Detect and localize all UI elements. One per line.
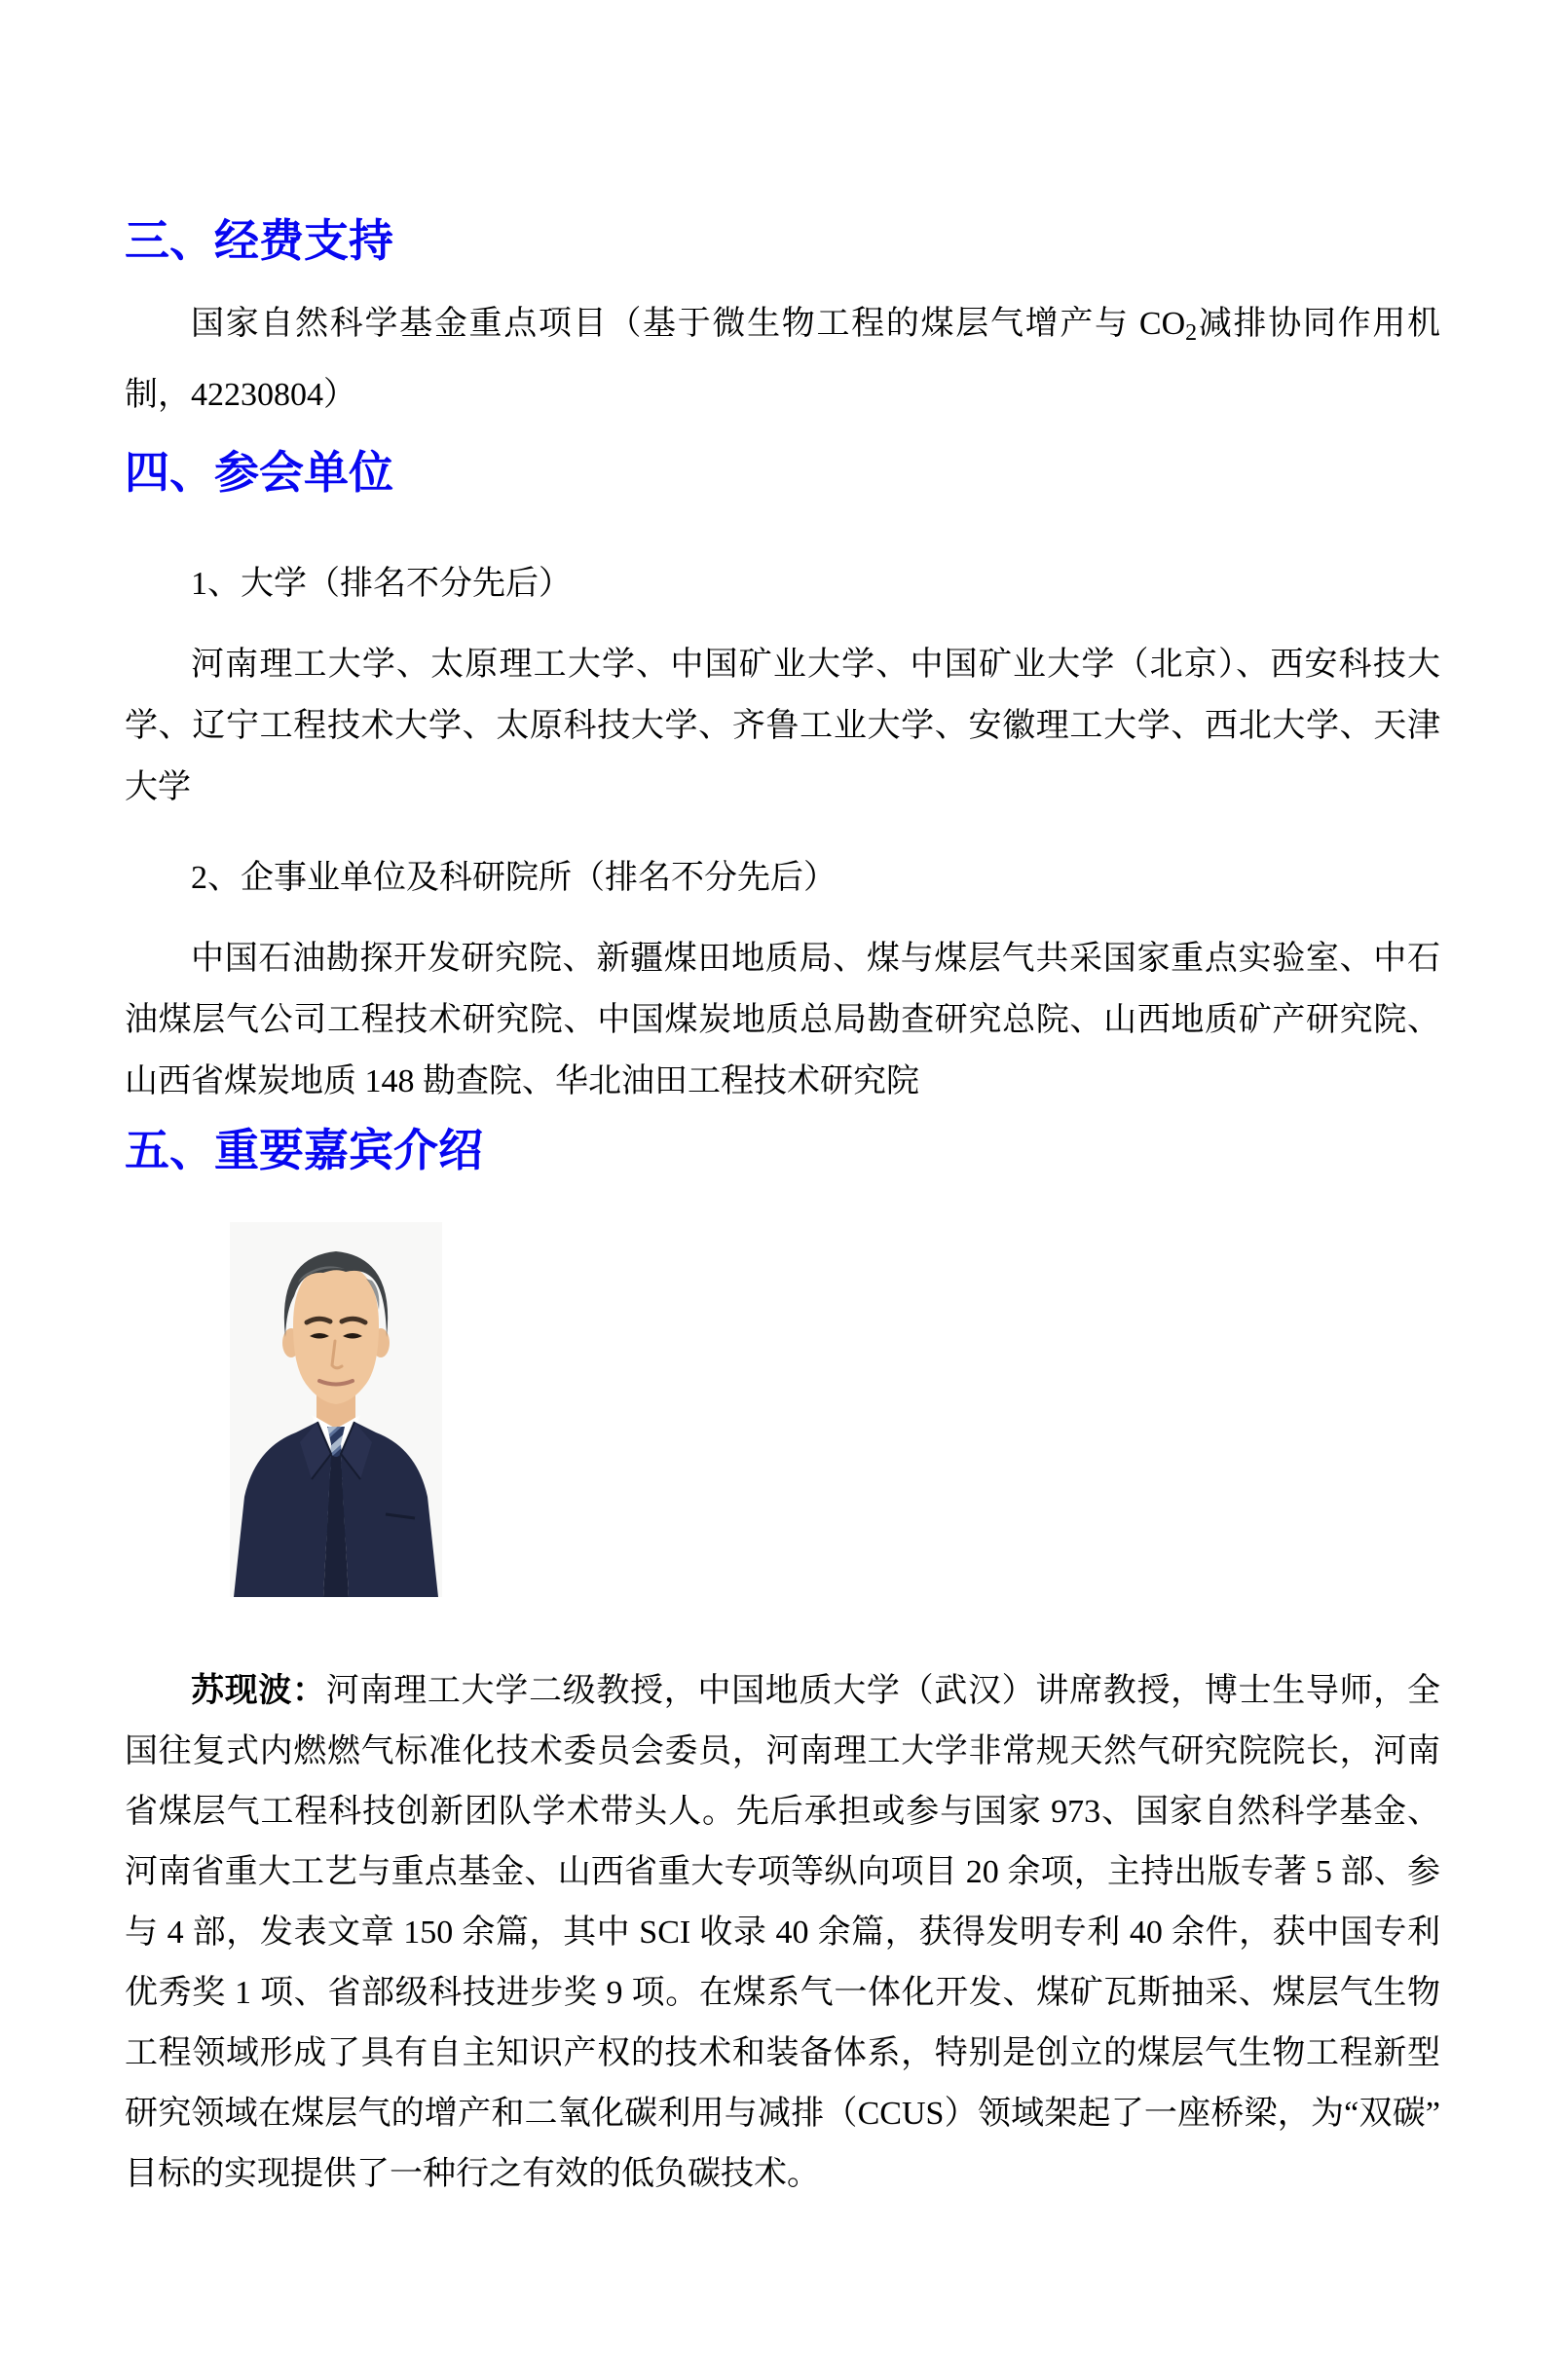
- institutions-list: 中国石油勘探开发研究院、新疆煤田地质局、煤与煤层气共采国家重点实验室、中石油煤层气公司工程技术研究院、中国煤炭地质总局勘查研究总院、山西地质矿产研究院、山西省煤炭地质 148 勘查院、华北油田工程技术研究院: [125, 941, 1440, 1099]
- section-heading-participants: 四、参会单位: [125, 448, 393, 498]
- guest-bio-paragraph: [125, 1661, 1440, 2205]
- guest-name: 苏现波：: [191, 1673, 326, 1709]
- guest-bio-text: 河南理工大学二级教授，中国地质大学（武汉）讲席教授，博士生导师，全国往复式内燃燃气标准化技术委员会委员，河南理工大学非常规天然气研究院院长，河南省煤层气工程科技创新团队学术带头人。先后承担或参与国家 973、国家自然科学基金、河南省重大工艺与重点基金、山西省重大专项等纵向项目 20 余项，主持出版专著 5 部、参与 4 部，发表文章 150 余篇，其中 SCI 收录 40 余篇，获得发明专利 40 余件，获中国专利优秀奖 1 项、省部级科技进步奖 9 项。在煤系气一体化开发、煤矿瓦斯抽采、煤层气生物工程领域形成了具有自主知识产权的技术和装备体系，特别是创立的煤层气生物工程新型研究领域在煤层气的增产和二氧化碳利用与减排（CCUS）领域架起了一座桥梁，为“双碳”目标的实现提供了一种行之有效的低负碳技术。: [125, 1673, 1441, 2192]
- funding-paragraph: [125, 293, 1440, 426]
- funding-text-before-subscript: 国家自然科学基金重点项目（基于微生物工程的煤层气增产与 CO: [191, 306, 1186, 342]
- guest-portrait-photo: [230, 1222, 442, 1597]
- universities-list: 河南理工大学、太原理工大学、中国矿业大学、中国矿业大学（北京）、西安科技大学、辽宁工程技术大学、太原科技大学、齐鲁工业大学、安徽理工大学、西北大学、天津大学: [125, 647, 1440, 805]
- section-heading-guests: 五、重要嘉宾介绍: [125, 1126, 483, 1175]
- universities-label: 1、大学（排名不分先后）: [191, 566, 572, 602]
- funding-text-after-subscript: 减排协同作用机制，42230804）: [125, 306, 1441, 413]
- section-heading-funding: 三、经费支持: [125, 216, 393, 266]
- guest-photo: [230, 1222, 442, 1597]
- co2-subscript: 2: [1185, 320, 1198, 346]
- institutions-label: 2、企事业单位及科研院所（排名不分先后）: [191, 860, 837, 896]
